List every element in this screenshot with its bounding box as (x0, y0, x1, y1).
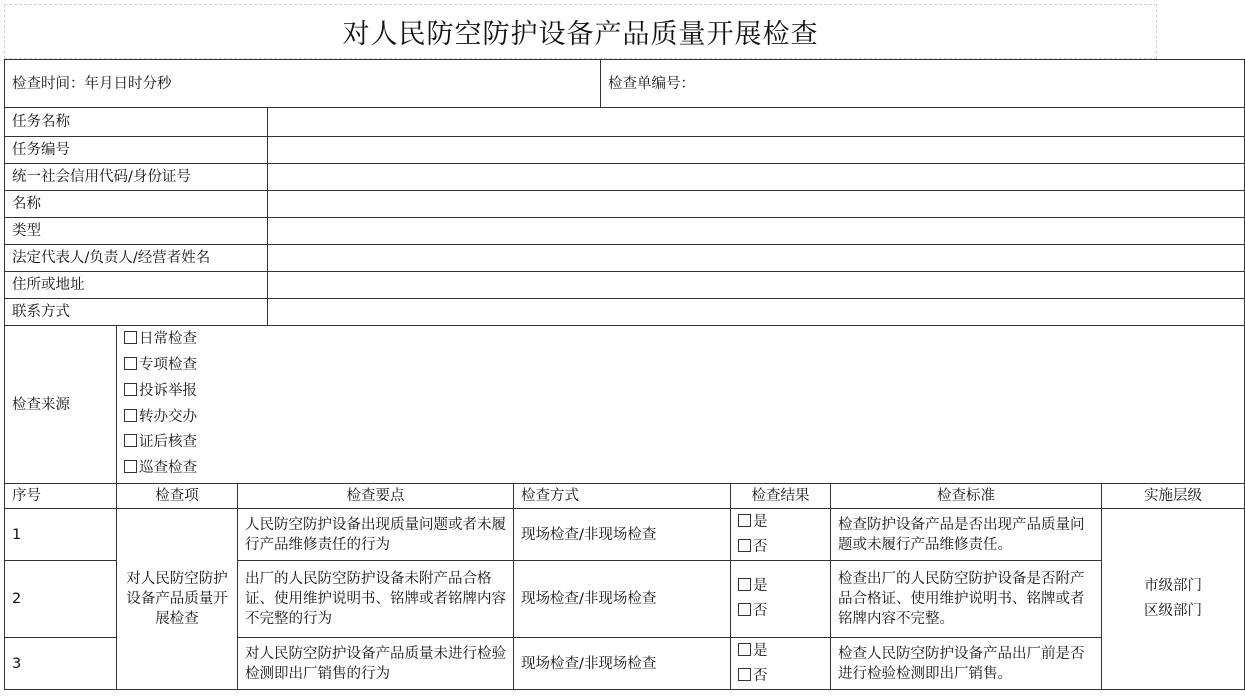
info-row (5, 191, 1245, 218)
source-label: 检查来源 (5, 326, 117, 484)
info-label: 法定代表人/负责人/经营者姓名 (5, 245, 268, 272)
check-standard-cell: 检查出厂的人民防空防护设备是否附产品合格证、使用维护说明书、铭牌或者铭牌内容不完整。 (831, 561, 1102, 638)
info-value[interactable] (268, 299, 1245, 326)
info-value[interactable] (268, 245, 1245, 272)
checkbox-icon[interactable] (124, 383, 137, 396)
level-cell (1102, 509, 1245, 690)
check-method-cell: 现场检查/非现场检查 (514, 638, 731, 690)
result-option-yes[interactable] (738, 510, 823, 535)
checkbox-label: 转办交办 (139, 408, 197, 425)
info-value[interactable] (268, 191, 1245, 218)
row-number: 2 (5, 561, 117, 638)
column-header-no: 序号 (5, 484, 117, 509)
check-result-cell (731, 638, 831, 690)
checkbox-label: 日常检查 (139, 331, 197, 348)
checkbox-label: 投诉举报 (139, 382, 197, 399)
checkbox-option[interactable] (124, 353, 1237, 379)
info-label: 名称 (5, 191, 268, 218)
info-row (5, 218, 1245, 245)
info-label: 类型 (5, 218, 268, 245)
info-label: 联系方式 (5, 299, 268, 326)
row-number: 1 (5, 509, 117, 561)
table-header-row (5, 484, 1245, 509)
info-value[interactable] (268, 164, 1245, 191)
checkbox-icon[interactable] (124, 409, 137, 422)
level-label: 区级部门 (1144, 603, 1203, 619)
check-item-cell: 对人民防空防护设备产品质量开展检查 (117, 509, 238, 690)
source-row (5, 326, 1245, 484)
result-label: 否 (753, 667, 768, 684)
result-option-no[interactable] (738, 664, 823, 689)
inspection-form (4, 59, 1245, 690)
info-label: 任务名称 (5, 108, 268, 137)
info-label: 住所或地址 (5, 272, 268, 299)
check-point-cell: 对人民防空防护设备产品质量未进行检验检测即出厂销售的行为 (238, 638, 514, 690)
column-header-method: 检查方式 (514, 484, 731, 509)
checkbox-option[interactable] (124, 430, 1237, 456)
result-option-no[interactable] (738, 599, 823, 624)
checkbox-label: 专项检查 (139, 356, 197, 373)
column-header-item: 检查项 (117, 484, 238, 509)
checkbox-label: 证后核查 (139, 434, 197, 451)
result-label: 是 (753, 578, 768, 594)
check-method-cell: 现场检查/非现场检查 (514, 561, 731, 638)
checkbox-icon[interactable] (738, 514, 751, 527)
check-point-cell: 人民防空防护设备出现质量问题或者未履行产品维修责任的行为 (238, 509, 514, 561)
info-row (5, 164, 1245, 191)
column-header-point: 检查要点 (238, 484, 514, 509)
result-label: 是 (753, 513, 768, 530)
column-header-level: 实施层级 (1102, 484, 1245, 509)
level-label: 市级部门 (1144, 578, 1203, 594)
info-label: 统一社会信用代码/身份证号 (5, 164, 268, 191)
check-number-cell: 检查单编号： (601, 60, 1245, 108)
column-header-result: 检查结果 (731, 484, 831, 509)
info-row (5, 108, 1245, 137)
info-row (5, 272, 1245, 299)
result-label: 是 (753, 642, 768, 659)
source-options (117, 326, 1245, 484)
table-row (5, 509, 1245, 561)
info-value[interactable] (268, 218, 1245, 245)
checkbox-icon[interactable] (124, 460, 137, 473)
result-label: 否 (753, 538, 768, 555)
checkbox-icon[interactable] (738, 643, 751, 656)
column-header-standard: 检查标准 (831, 484, 1102, 509)
checkbox-icon[interactable] (738, 603, 751, 616)
check-result-cell (731, 561, 831, 638)
info-value[interactable] (268, 108, 1245, 137)
info-row (5, 245, 1245, 272)
checkbox-icon[interactable] (738, 578, 751, 591)
result-option-no[interactable] (738, 535, 823, 560)
check-point-cell: 出厂的人民防空防护设备未附产品合格证、使用维护说明书、铭牌或者铭牌内容不完整的行为 (238, 561, 514, 638)
checkbox-icon[interactable] (738, 668, 751, 681)
check-method-cell: 现场检查/非现场检查 (514, 509, 731, 561)
info-label: 任务编号 (5, 137, 268, 164)
check-standard-cell: 检查人民防空防护设备产品出厂前是否进行检验检测即出厂销售。 (831, 638, 1102, 690)
result-option-yes[interactable] (738, 574, 823, 599)
checkbox-icon[interactable] (124, 331, 137, 344)
checkbox-option[interactable] (124, 379, 1237, 405)
checkbox-icon[interactable] (124, 357, 137, 370)
check-time-cell: 检查时间：年月日时分秒 (5, 60, 601, 108)
check-result-cell (731, 509, 831, 561)
result-label: 否 (753, 603, 768, 619)
checkbox-icon[interactable] (738, 539, 751, 552)
info-row (5, 299, 1245, 326)
page-title: 对人民防空防护设备产品质量开展检查 (4, 4, 1157, 59)
check-standard-cell: 检查防护设备产品是否出现产品质量问题或未履行产品维修责任。 (831, 509, 1102, 561)
info-value[interactable] (268, 272, 1245, 299)
info-row (5, 137, 1245, 164)
checkbox-option[interactable] (124, 405, 1237, 431)
result-option-yes[interactable] (738, 639, 823, 664)
checkbox-icon[interactable] (124, 434, 137, 447)
row-number: 3 (5, 638, 117, 690)
checkbox-option[interactable] (124, 456, 1237, 482)
checkbox-option[interactable] (124, 327, 1237, 353)
info-value[interactable] (268, 137, 1245, 164)
checkbox-label: 巡查检查 (139, 460, 197, 477)
